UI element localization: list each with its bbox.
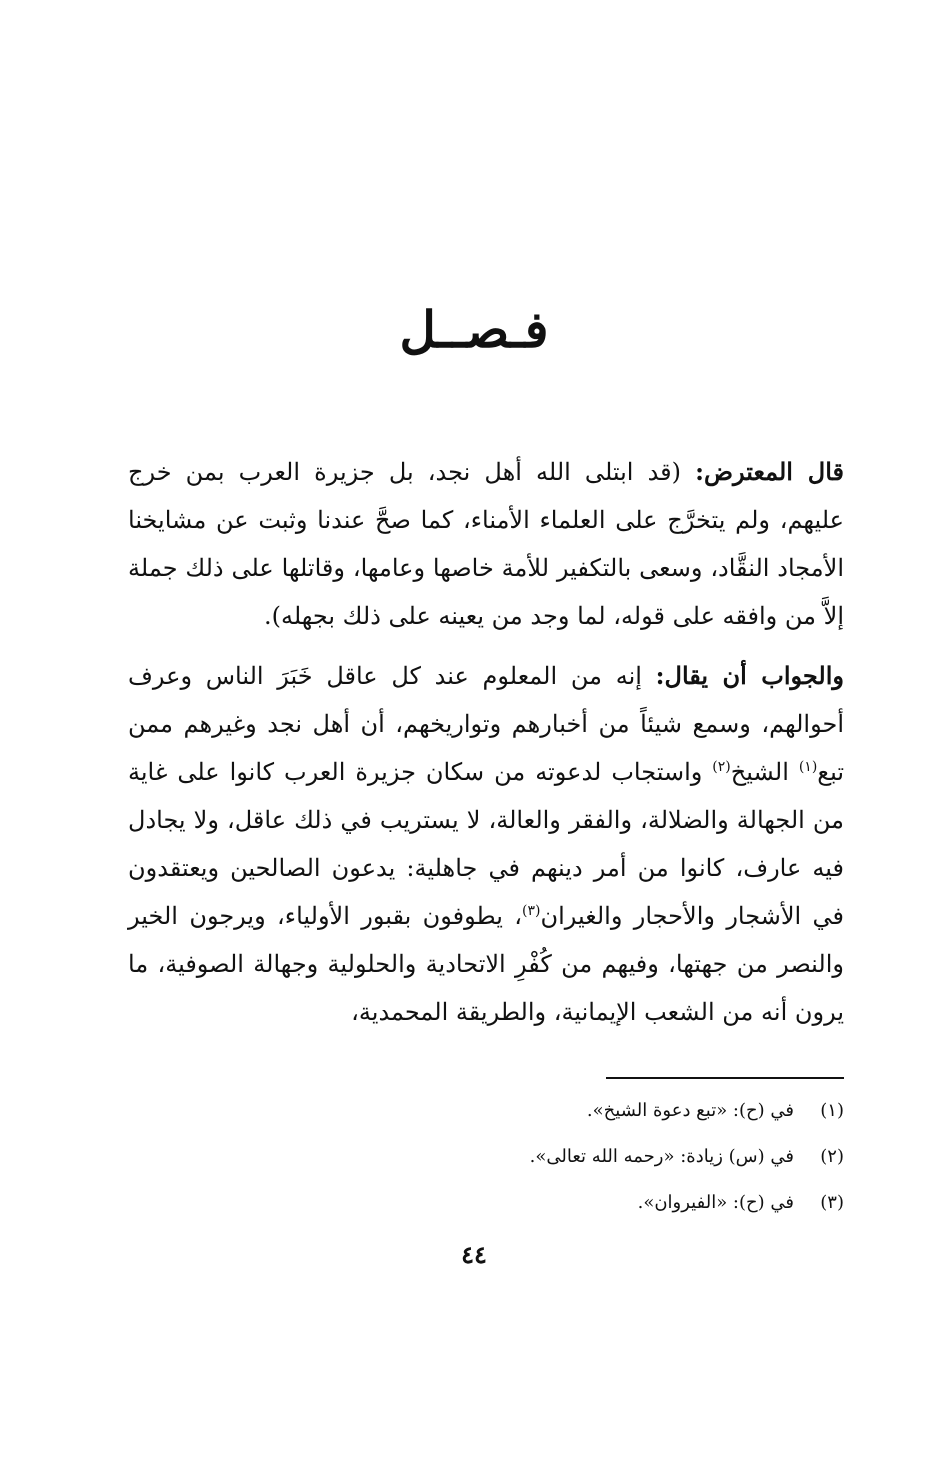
main-text [128, 448, 844, 1036]
footnote-number: (٣) [820, 1192, 844, 1213]
paragraph-answer [128, 652, 844, 1036]
footnote-number: (٢) [820, 1146, 844, 1167]
footnote-3 [128, 1186, 844, 1232]
footnote-ref-1[interactable]: (١) [798, 759, 818, 775]
objection-lead: قال المعترض: [695, 457, 844, 486]
footnote-number: (١) [820, 1100, 844, 1121]
answer-text-b: الشيخ [730, 758, 799, 786]
footnote-2 [128, 1140, 844, 1186]
page-number: ٤٤ [461, 1240, 487, 1269]
objection-text: (قد ابتلى الله أهل نجد، بل جزيرة العرب بمن خرج عليهم، ولم يتخرَّج على العلماء الأمناء، كما صحَّ عندنا وثبت عن مشايخنا الأمجاد النقَّاد، وسعى بالتكفير للأمة خاصها وعامها، وقاتلها على ذلك جملة إلاَّ من وافقه على قوله، لما وجد من يعينه على ذلك بجهله). [128, 458, 844, 630]
footnote-divider [606, 1077, 844, 1079]
footnote-ref-2[interactable]: (٢) [712, 759, 731, 775]
footnotes [128, 1094, 844, 1232]
paragraph-objection [128, 448, 844, 640]
section-heading: فـصــل [399, 300, 549, 359]
answer-text-d: ، يطوفون بقبور الأولياء، ويرجون الخير والنصر من جهتها، وفيهم من كُفْرِ الاتحادية والحلولية وجهالة الصوفية، ما يرون أنه من الشعب الإيمانية، والطريقة المحمدية، [128, 902, 844, 1026]
footnote-ref-3[interactable]: (٣) [522, 903, 541, 919]
answer-text-a: إنه من المعلوم عند كل عاقل خَبَرَ الناس وعرف أحوالهم، وسمع شيئاً من أخبارهم وتواريخهم، أن أهل نجد وغيرهم ممن تبع [128, 662, 844, 786]
answer-lead: والجواب أن يقال: [655, 661, 844, 690]
footnote-1 [128, 1094, 844, 1140]
footnote-text: في (س) زيادة: «رحمه الله تعالى». [529, 1146, 794, 1167]
footnote-text: في (ح): «الفيروان». [637, 1192, 794, 1213]
footnote-text: في (ح): «تبع دعوة الشيخ». [586, 1100, 794, 1121]
answer-text-c: واستجاب لدعوته من سكان جزيرة العرب كانوا على غاية من الجهالة والضلالة، والفقر والعالة، لا يستريب في ذلك عاقل، ولا يجادل فيه عارف، كانوا من أمر دينهم في جاهلية: يدعون الصالحين ويعتقدون في الأشجار والأحجار والغيران [128, 758, 845, 930]
